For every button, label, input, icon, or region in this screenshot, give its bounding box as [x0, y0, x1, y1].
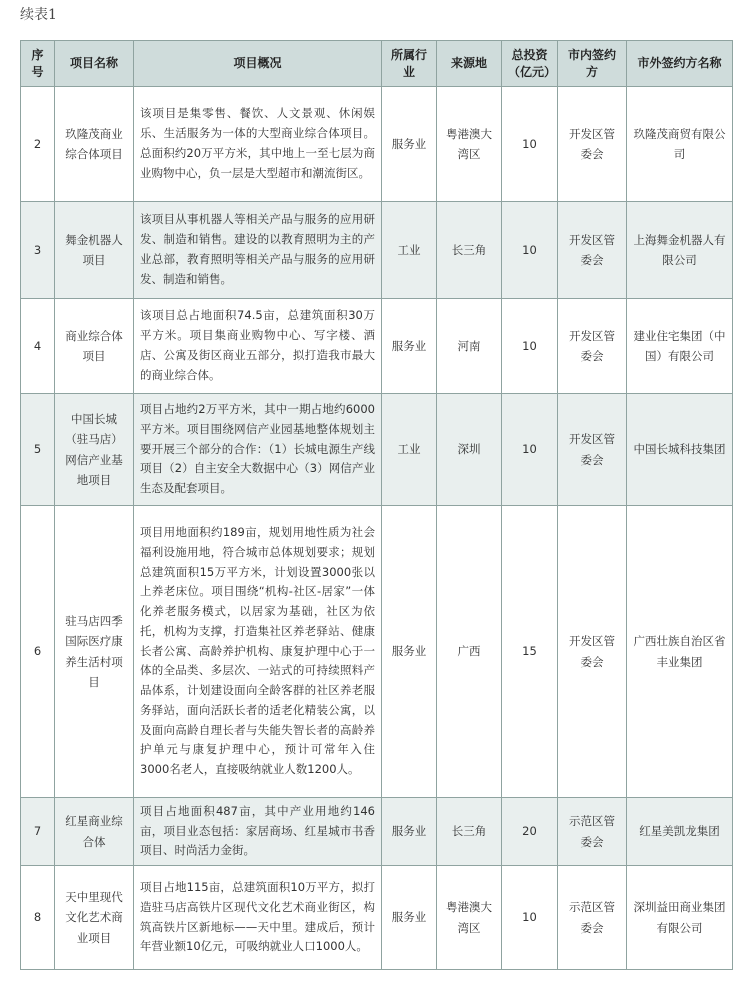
cell-local-party: 示范区管委会 [558, 798, 627, 866]
cell-name: 玖隆茂商业综合体项目 [55, 87, 134, 202]
projects-table [20, 40, 733, 970]
table-caption: 续表1 [20, 7, 57, 23]
cell-investment: 20 [502, 798, 558, 866]
cell-investment: 10 [502, 866, 558, 970]
cell-investment: 10 [502, 299, 558, 394]
table-row [21, 798, 733, 866]
cell-overview: 项目占地115亩，总建筑面积10万平方，拟打造驻马店高铁片区现代文化艺术商业街区，构筑高铁片区新地标——天中里。建成后，预计年营业额10亿元，可吸纳就业人口1000人。 [134, 866, 382, 970]
cell-origin: 粤港澳大湾区 [437, 866, 502, 970]
cell-name: 驻马店四季国际医疗康养生活村项目 [55, 506, 134, 798]
cell-no: 6 [21, 506, 55, 798]
header-external-party: 市外签约方名称 [627, 41, 733, 87]
cell-external-party: 玖隆茂商贸有限公司 [627, 87, 733, 202]
cell-local-party: 开发区管委会 [558, 202, 627, 299]
cell-origin: 河南 [437, 299, 502, 394]
table-row [21, 866, 733, 970]
cell-name: 商业综合体项目 [55, 299, 134, 394]
cell-external-party: 深圳益田商业集团有限公司 [627, 866, 733, 970]
cell-investment: 10 [502, 87, 558, 202]
cell-industry: 工业 [382, 202, 437, 299]
cell-industry: 服务业 [382, 506, 437, 798]
cell-no: 2 [21, 87, 55, 202]
cell-overview: 项目用地面积约189亩，规划用地性质为社会福利设施用地，符合城市总体规划要求；规划总建筑面积15万平方米，计划设置3000张以上养老床位。项目围绕“机构-社区-居家”一体化养老服务模式，以居家为基础，社区为依托，机构为支撑，打造集社区养老驿站、健康长者公寓、高龄养护机构、康复护理中心于一体的全品类、多层次、一站式的可持续照料产品体系，计划建设面向全龄客群的社区养老服务驿站，面向活跃长者的适老化精装公寓，以及面向高龄自理长者与失能失智长者的高龄养护单元与康复护理中心，预计可常年入住3000名老人，直接吸纳就业人数1200人。 [134, 506, 382, 798]
table-row [21, 394, 733, 506]
cell-industry: 服务业 [382, 798, 437, 866]
cell-origin: 深圳 [437, 394, 502, 506]
cell-overview: 该项目是集零售、餐饮、人文景观、休闲娱乐、生活服务为一体的大型商业综合体项目。总面积约20万平方米，其中地上一至七层为商业购物中心，负一层是大型超市和潮流街区。 [134, 87, 382, 202]
table-row [21, 506, 733, 798]
header-no: 序号 [21, 41, 55, 87]
cell-investment: 15 [502, 506, 558, 798]
cell-overview: 项目占地面积487亩，其中产业用地约146亩，项目业态包括：家居商场、红星城市书香项目、时尚活力金街。 [134, 798, 382, 866]
cell-local-party: 开发区管委会 [558, 506, 627, 798]
cell-origin: 粤港澳大湾区 [437, 87, 502, 202]
header-origin: 来源地 [437, 41, 502, 87]
cell-origin: 长三角 [437, 202, 502, 299]
header-name: 项目名称 [55, 41, 134, 87]
header-local-party: 市内签约方 [558, 41, 627, 87]
cell-no: 8 [21, 866, 55, 970]
cell-name: 中国长城（驻马店）网信产业基地项目 [55, 394, 134, 506]
cell-origin: 广西 [437, 506, 502, 798]
cell-external-party: 建业住宅集团（中国）有限公司 [627, 299, 733, 394]
cell-no: 4 [21, 299, 55, 394]
table-row [21, 87, 733, 202]
cell-name: 红星商业综合体 [55, 798, 134, 866]
cell-industry: 服务业 [382, 299, 437, 394]
cell-overview: 项目占地约2万平方米，其中一期占地约6000平方米。项目围绕网信产业园基地整体规划主要开展三个部分的合作：（1）长城电源生产线项目（2）自主安全大数据中心（3）网信产业生态及配套项目。 [134, 394, 382, 506]
cell-origin: 长三角 [437, 798, 502, 866]
cell-external-party: 红星美凯龙集团 [627, 798, 733, 866]
cell-external-party: 上海舞金机器人有限公司 [627, 202, 733, 299]
cell-local-party: 开发区管委会 [558, 87, 627, 202]
cell-investment: 10 [502, 394, 558, 506]
cell-no: 3 [21, 202, 55, 299]
cell-industry: 服务业 [382, 866, 437, 970]
header-investment: 总投资 （亿元） [502, 41, 558, 87]
cell-local-party: 开发区管委会 [558, 299, 627, 394]
cell-local-party: 示范区管委会 [558, 866, 627, 970]
cell-no: 5 [21, 394, 55, 506]
header-row [21, 41, 733, 87]
cell-local-party: 开发区管委会 [558, 394, 627, 506]
table-row [21, 299, 733, 394]
cell-no: 7 [21, 798, 55, 866]
cell-name: 天中里现代文化艺术商业项目 [55, 866, 134, 970]
header-industry: 所属行业 [382, 41, 437, 87]
cell-external-party: 广西壮族自治区省丰业集团 [627, 506, 733, 798]
cell-investment: 10 [502, 202, 558, 299]
cell-industry: 服务业 [382, 87, 437, 202]
cell-overview: 该项目总占地面积74.5亩，总建筑面积30万平方米。项目集商业购物中心、写字楼、酒店、公寓及街区商业五部分，拟打造我市最大的商业综合体。 [134, 299, 382, 394]
cell-industry: 工业 [382, 394, 437, 506]
table-row [21, 202, 733, 299]
cell-overview: 该项目从事机器人等相关产品与服务的应用研发、制造和销售。建设的以教育照明为主的产业总部，教育照明等相关产品与服务的应用研发、制造和销售。 [134, 202, 382, 299]
cell-external-party: 中国长城科技集团 [627, 394, 733, 506]
cell-name: 舞金机器人项目 [55, 202, 134, 299]
header-overview: 项目概况 [134, 41, 382, 87]
